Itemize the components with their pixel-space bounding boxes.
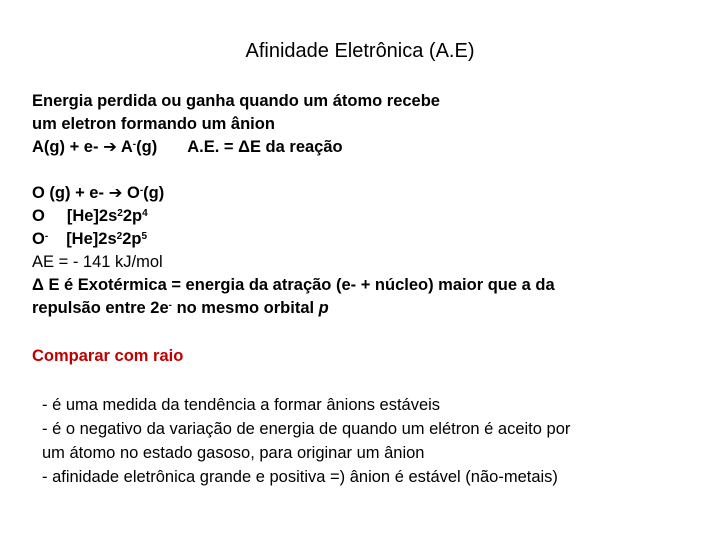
oxide-config-p: 2p	[122, 230, 142, 248]
oxide-label: O	[32, 230, 45, 248]
reaction-reactants: A(g) + e-	[32, 138, 99, 156]
oxygen-example-block	[32, 182, 702, 320]
definition-block	[32, 90, 692, 159]
oxygen-reaction	[32, 182, 702, 205]
note-line: - é o negativo da variação de energia de quando um elétron é aceito por	[42, 420, 571, 438]
oxygen-product: O	[126, 184, 140, 202]
ae-value: AE = - 141 kJ/mol	[32, 253, 163, 271]
reaction-product-state: (g)	[136, 138, 158, 156]
definition-line-2: um eletron formando um ânion	[32, 115, 275, 133]
oxygen-reaction-arrow-icon: ➔	[108, 184, 123, 202]
slide-title: Afinidade Eletrônica (A.E)	[245, 40, 475, 62]
reaction-product: A	[120, 138, 133, 156]
oxygen-config-p-exp: 4	[142, 208, 148, 219]
electron-charge: -	[168, 300, 172, 311]
exothermic-line-2	[32, 297, 702, 320]
oxygen-reactants: O (g) + e-	[32, 184, 104, 202]
orbital-p: p	[318, 299, 329, 317]
oxygen-config-s-exp: 2	[117, 208, 123, 219]
definition-reaction	[32, 136, 692, 159]
oxygen-configuration	[32, 205, 702, 228]
oxygen-product-charge: -	[139, 185, 144, 196]
note-line: um átomo no estado gasoso, para originar um ânion	[42, 444, 425, 462]
notes-block	[42, 393, 702, 489]
compare-heading: Comparar com raio	[32, 347, 184, 365]
oxygen-config-p: 2p	[122, 207, 143, 225]
oxide-charge: -	[44, 231, 49, 242]
oxygen-product-state: (g)	[143, 184, 165, 202]
note-line: - é uma medida da tendência a formar ânions estáveis	[42, 396, 441, 414]
ae-definition: A.E. = ΔE da reação	[187, 138, 343, 156]
oxide-configuration	[32, 228, 702, 251]
oxygen-config-core: [He]2s	[66, 207, 118, 225]
exothermic-text-a: repulsão entre 2e	[32, 299, 169, 317]
reaction-product-charge: -	[132, 139, 137, 150]
oxygen-label: O	[32, 207, 45, 225]
oxide-config-s-exp: 2	[116, 231, 123, 242]
reaction-arrow-icon: ➔	[103, 138, 117, 156]
exothermic-line-1: Δ E é Exotérmica = energia da atração (e- + núcleo) maior que a da	[32, 276, 555, 294]
note-line: - afinidade eletrônica grande e positiva =) ânion é estável (não-metais)	[42, 468, 558, 486]
exothermic-text-b: no mesmo orbital	[171, 299, 319, 317]
oxide-config-p-exp: 5	[141, 231, 148, 242]
oxide-config-core: [He]2s	[66, 230, 117, 248]
definition-line-1: Energia perdida ou ganha quando um átomo recebe	[32, 92, 440, 110]
